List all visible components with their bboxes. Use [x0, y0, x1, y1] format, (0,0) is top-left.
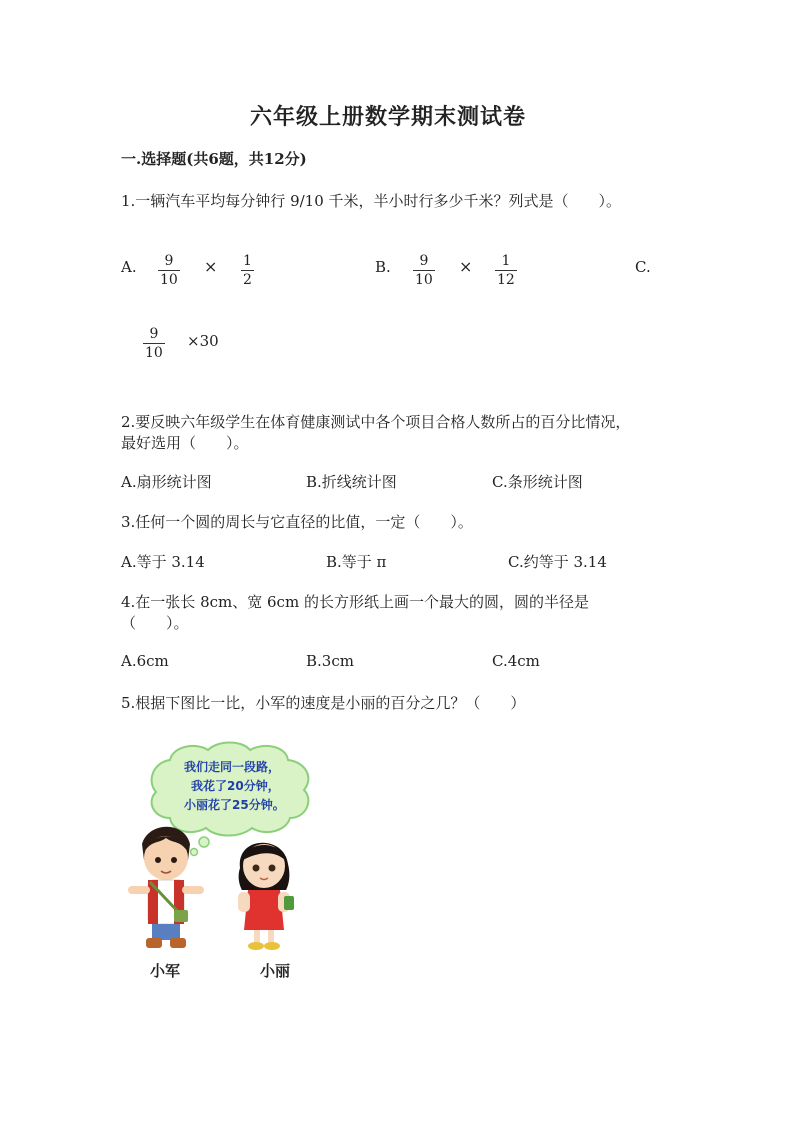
bubble-line-1: 我们走同一段路，: [184, 760, 281, 774]
caption-girl-name: 小丽: [260, 962, 291, 980]
q3-option-a: A.等于 3.14: [121, 553, 205, 571]
q2-option-b: B.折线统计图: [306, 473, 397, 491]
q4-option-c: C.4cm: [492, 652, 540, 670]
q4-option-a: A.6cm: [121, 652, 169, 670]
q1-option-b-fraction-1: 9 10: [415, 253, 433, 288]
q1-option-c-fraction: 9 10: [145, 326, 163, 361]
question-2-line-1: 2.要反映六年级学生在体育健康测试中各个项目合格人数所占的百分比情况，: [121, 413, 631, 431]
question-5-text: 5.根据下图比一比，小军的速度是小丽的百分之几？（ ）: [121, 694, 526, 712]
girl-figure: [238, 843, 294, 950]
question-4-line-1: 4.在一张长 8cm、宽 6cm 的长方形纸上画一个最大的圆，圆的半径是: [121, 593, 589, 611]
q1-option-a-label: A.: [121, 258, 137, 276]
bubble-line-3: 小丽花了25分钟。: [184, 798, 285, 812]
q1-option-c-label: C.: [635, 258, 651, 276]
section-heading-choice: 一.选择题(共6题，共12分): [121, 150, 307, 168]
page-title: 六年级上册数学期末测试卷: [250, 104, 527, 130]
q1-option-b-operator: ×: [459, 257, 473, 276]
q2-option-c: C.条形统计图: [492, 473, 583, 491]
question-2-line-2: 最好选用（ ）。: [121, 434, 249, 452]
q1-option-a-operator: ×: [204, 257, 218, 276]
q3-option-b: B.等于 π: [326, 553, 387, 571]
q4-option-b: B.3cm: [306, 652, 354, 670]
question-4-line-2: （ ）。: [121, 614, 189, 632]
question-3-text: 3.任何一个圆的周长与它直径的比值，一定（ ）。: [121, 513, 473, 531]
q1-option-a-fraction-2: 1 2: [243, 253, 252, 288]
q2-option-a: A.扇形统计图: [121, 473, 212, 491]
boy-figure: [128, 827, 204, 948]
q1-option-c-rest: ×30: [187, 332, 219, 350]
q1-option-b-label: B.: [375, 258, 391, 276]
question-5-illustration: [118, 740, 338, 990]
bubble-line-2: 我花了20分钟，: [191, 779, 280, 793]
caption-boy-name: 小军: [150, 962, 181, 980]
question-1-text: 1.一辆汽车平均每分钟行 9/10 千米，半小时行多少千米？列式是（ ）。: [121, 192, 622, 210]
q1-option-b-fraction-2: 1 12: [497, 253, 515, 288]
q1-option-a-fraction-1: 9 10: [160, 253, 178, 288]
q3-option-c: C.约等于 3.14: [508, 553, 607, 571]
